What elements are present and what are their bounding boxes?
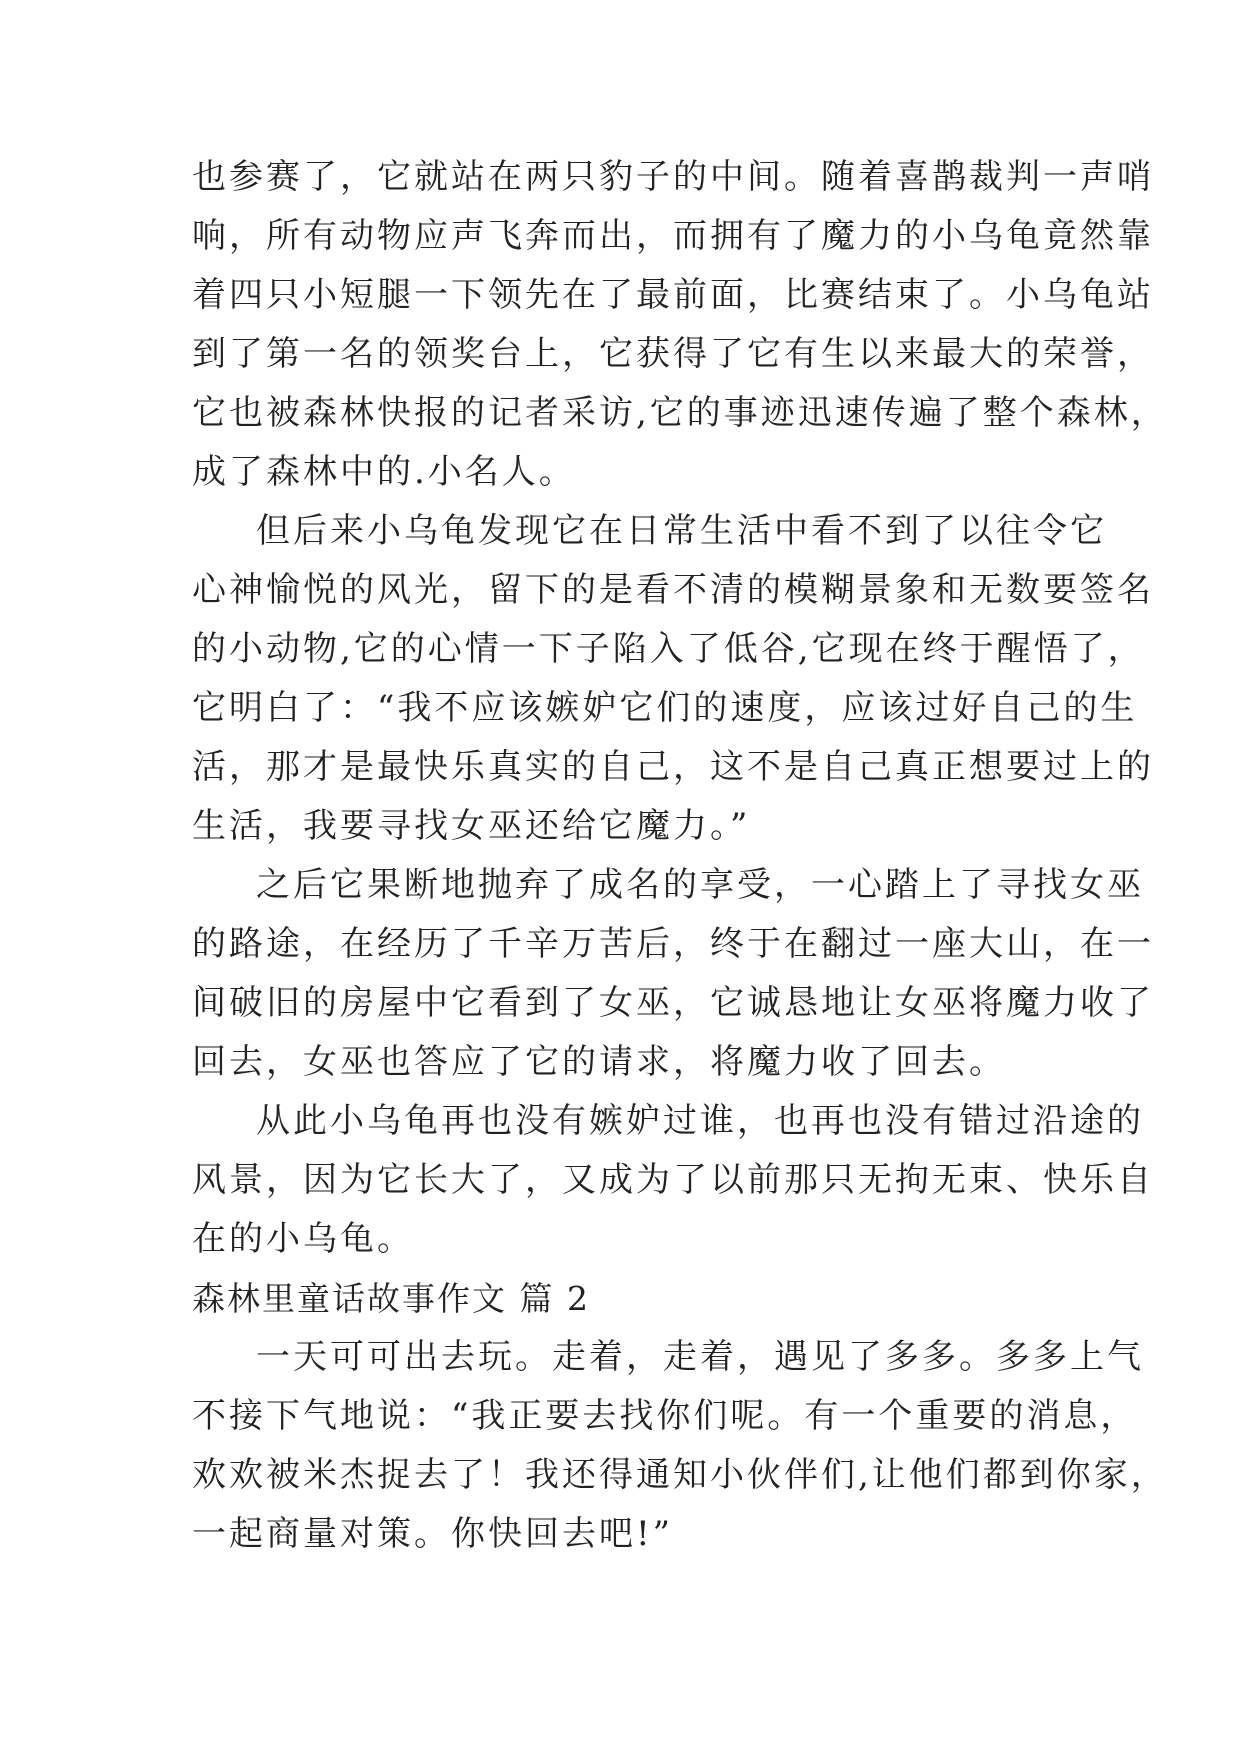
text-line: 从此小乌龟再也没有嫉妒过谁，也再也没有错过沿途的 [256, 1101, 1144, 1141]
text-line: 不接下气地说：“我正要去找你们呢。有一个重要的消息， [192, 1396, 1138, 1436]
text-line: 到了第一名的领奖台上，它获得了它有生以来最大的荣誉， [192, 334, 1154, 374]
text-line: 响，所有动物应声飞奔而出，而拥有了魔力的小乌龟竟然靠 [192, 216, 1154, 256]
text-line: 回去，女巫也答应了它的请求，将魔力收了回去。 [192, 1042, 1006, 1082]
paragraph-5 [192, 1328, 1168, 1564]
text-line: 的小动物,它的心情一下子陷入了低谷,它现在终于醒悟了， [192, 629, 1145, 669]
text-line: 它明白了：“我不应该嫉妒它们的速度，应该过好自己的生 [192, 688, 1138, 728]
text-line: 但后来小乌龟发现它在日常生活中看不到了以往令它 [256, 511, 1107, 551]
text-line: 着四只小短腿一下领先在了最前面，比赛结束了。小乌龟站 [192, 275, 1154, 315]
text-line: 在的小乌龟。 [192, 1219, 414, 1259]
paragraph-4 [192, 1092, 1154, 1269]
document-body [192, 148, 1168, 1564]
text-line: 它也被森林快报的记者采访,它的事迹迅速传遍了整个森林， [192, 393, 1168, 433]
section-heading: 森林里童话故事作文 篇 2 [192, 1279, 590, 1318]
text-line: 活，那才是最快乐真实的自己，这不是自己真正想要过上的 [192, 747, 1154, 787]
text-line: 成了森林中的.小名人。 [192, 452, 576, 492]
text-line: 之后它果断地抛弃了成名的享受，一心踏上了寻找女巫 [256, 865, 1144, 905]
text-line: 欢欢被米杰捉去了！我还得通知小伙伴们,让他们都到你家， [192, 1455, 1168, 1495]
text-line: 风景，因为它长大了，又成为了以前那只无拘无束、快乐自 [192, 1160, 1154, 1200]
text-line: 一起商量对策。你快回去吧!” [192, 1514, 674, 1554]
text-line: 一天可可出去玩。走着，走着，遇见了多多。多多上气 [256, 1337, 1144, 1377]
paragraph-2 [192, 502, 1154, 856]
text-line: 也参赛了，它就站在两只豹子的中间。随着喜鹊裁判一声哨 [192, 157, 1154, 197]
text-line: 的路途，在经历了千辛万苦后，终于在翻过一座大山，在一 [192, 924, 1154, 964]
text-line: 间破旧的房屋中它看到了女巫，它诚恳地让女巫将魔力收了 [192, 983, 1154, 1023]
paragraph-1 [192, 148, 1168, 502]
text-line: 生活，我要寻找女巫还给它魔力。” [192, 806, 751, 846]
text-line: 心神愉悦的风光，留下的是看不清的模糊景象和无数要签名 [192, 570, 1154, 610]
paragraph-3 [192, 856, 1154, 1092]
